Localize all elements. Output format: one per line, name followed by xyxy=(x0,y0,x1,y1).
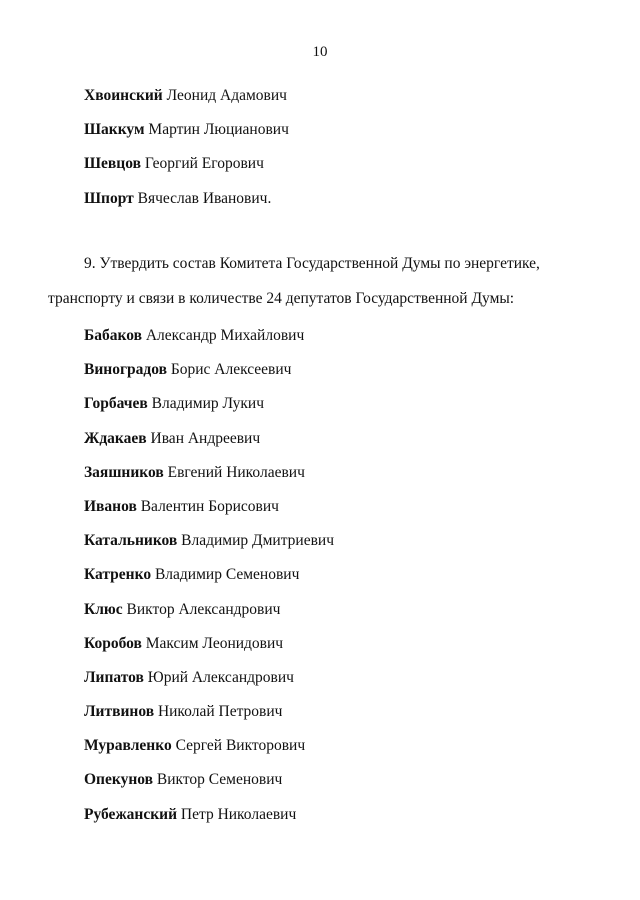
member-given-names: Юрий Александрович xyxy=(147,668,294,686)
member-given-names: Владимир Семенович xyxy=(154,566,300,584)
member-given-names: Максим Леонидович xyxy=(145,634,284,652)
member-surname: Заяшников xyxy=(84,463,164,481)
member-surname: Хвоинский xyxy=(84,87,163,104)
member-surname: Виноградов xyxy=(84,361,167,379)
member-surname: Катальников xyxy=(84,532,178,550)
list-item xyxy=(84,187,604,221)
member-given-names: Борис Алексеевич xyxy=(170,361,292,379)
member-given-names: Владимир Лукич xyxy=(151,395,264,413)
list-item xyxy=(84,427,604,461)
committee-list-top xyxy=(84,84,604,221)
member-surname: Ждакаев xyxy=(84,429,147,447)
member-given-names: Виктор Александрович xyxy=(126,600,281,618)
member-surname: Катренко xyxy=(84,566,152,584)
member-given-names: Леонид Адамович xyxy=(166,87,287,104)
member-given-names: Евгений Николаевич xyxy=(167,463,305,481)
paragraph-line: транспорту и связи в количестве 24 депутатов Государственной Думы: xyxy=(48,290,515,307)
paragraph-line: 9. Утвердить состав Комитета Государственной Думы по энергетике, xyxy=(84,255,540,272)
member-surname: Коробов xyxy=(84,634,142,652)
member-surname: Липатов xyxy=(84,668,144,686)
member-given-names: Владимир Дмитриевич xyxy=(181,532,335,550)
member-surname: Клюс xyxy=(84,600,123,618)
member-given-names: Петр Николаевич xyxy=(180,805,297,823)
list-item xyxy=(84,152,604,186)
member-surname: Шпорт xyxy=(84,189,134,207)
list-item xyxy=(84,803,604,837)
member-given-names: Валентин Борисович xyxy=(140,497,279,515)
member-given-names: Виктор Семенович xyxy=(156,771,283,789)
member-given-names: Иван Андреевич xyxy=(150,429,261,447)
list-item xyxy=(84,563,604,597)
member-surname: Шаккум xyxy=(84,121,145,139)
list-item xyxy=(84,358,604,392)
list-item xyxy=(84,700,604,734)
member-surname: Шевцов xyxy=(84,155,141,173)
member-given-names: Вячеслав Иванович. xyxy=(137,189,272,207)
member-given-names: Александр Михайлович xyxy=(145,327,305,344)
member-surname: Опекунов xyxy=(84,771,153,789)
member-surname: Литвинов xyxy=(84,703,155,721)
list-item xyxy=(84,632,604,666)
member-given-names: Георгий Егорович xyxy=(144,155,264,173)
member-surname: Рубежанский xyxy=(84,805,178,823)
member-surname: Горбачев xyxy=(84,395,148,413)
member-surname: Иванов xyxy=(84,497,137,515)
list-item xyxy=(84,734,604,768)
member-surname: Бабаков xyxy=(84,327,142,344)
committee-list-energy xyxy=(84,324,604,837)
list-item xyxy=(84,84,604,118)
list-item xyxy=(84,598,604,632)
list-item xyxy=(84,768,604,802)
list-item xyxy=(84,461,604,495)
list-item xyxy=(84,529,604,563)
member-given-names: Мартин Люцианович xyxy=(148,121,289,139)
member-given-names: Николай Петрович xyxy=(157,703,283,721)
list-item xyxy=(84,118,604,152)
list-item xyxy=(84,392,604,426)
page-number: 10 xyxy=(312,44,328,60)
list-item xyxy=(84,666,604,700)
member-surname: Муравленко xyxy=(84,737,172,755)
list-item xyxy=(84,495,604,529)
list-item xyxy=(84,324,604,358)
resolution-paragraph xyxy=(48,252,608,322)
member-given-names: Сергей Викторович xyxy=(175,737,306,755)
